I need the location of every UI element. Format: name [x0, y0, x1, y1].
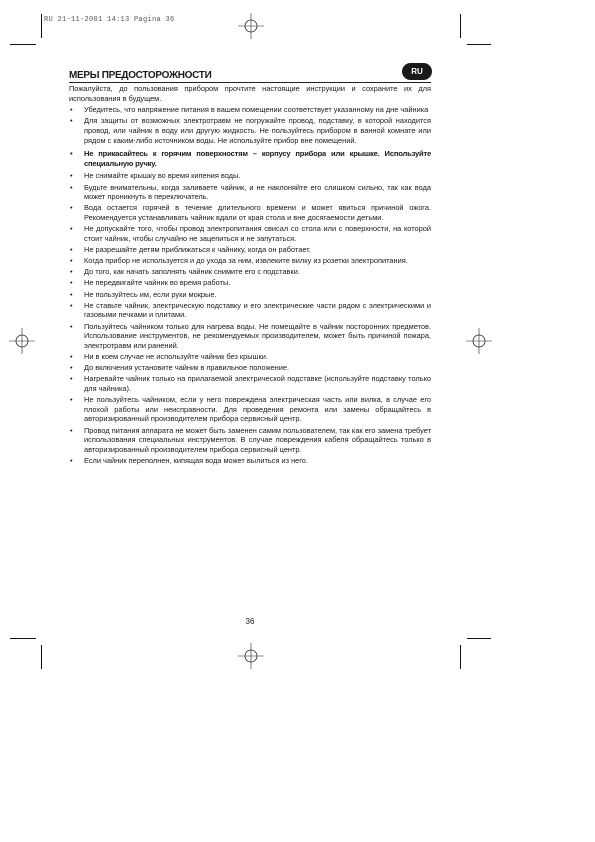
crop-mark-bottom-left-h	[10, 638, 36, 639]
list-item: • Нагревайте чайник только на прилагаемой электрической подставке (используйте подставку только для чайника).	[69, 374, 431, 393]
list-item: • До включения установите чайник в правильное положение.	[69, 363, 431, 373]
list-item: • Не пользуйтесь чайником, если у него повреждена электрическая часть или вилка, в случае его плохой работы или неисправности. Для проведения ремонта или замены обращайтесь в авторизированный производителем прибора сервисный центр.	[69, 395, 431, 424]
crop-mark-bottom-right-h	[467, 638, 491, 639]
list-item: • Не ставьте чайник, электрическую подставку и его электрические части рядом с электрическими и газовыми печками и плитами.	[69, 301, 431, 320]
crop-mark-bottom-left-v	[41, 645, 42, 669]
registration-mark-top-icon	[238, 13, 264, 39]
list-item-warning: • Не прикасайтесь к горячим поверхностям – корпусу прибора или крышке. Используйте специальную ручку.	[69, 149, 431, 168]
list-item: • Вода остается горячей в течение длительного времени и может явиться причиной ожога. Рекомендуется устанавливать чайник вдали от края стола и вне досягаемости детьми.	[69, 203, 431, 222]
list-item: • Когда прибор не используется и до ухода за ним, извлеките вилку из розетки электропитания.	[69, 256, 431, 266]
list-item: • Провод питания аппарата не может быть заменен самим пользователем, так как его замена требует использования специальных инструментов. В случае повреждения кабеля обращайтесь только в авторизированный производителем прибора сервисный центр.	[69, 426, 431, 455]
list-item: • Если чайник переполнен, кипящая вода может вылиться из него.	[69, 456, 431, 466]
title-divider	[69, 82, 431, 83]
list-item: • Ни в коем случае не используйте чайник без крышки.	[69, 352, 431, 362]
crop-mark-top-left-h	[10, 44, 36, 45]
intro-paragraph: Пожалуйста, до пользования прибором прочтите настоящие инструкции и сохраните их для использования в будущем.	[69, 84, 431, 103]
list-item: • Не допускайте того, чтобы провод электропитания свисал со стола или с поверхности, на которой стоит чайник, чтобы случайно не зацепиться и не запутаться.	[69, 224, 431, 243]
safety-list	[69, 105, 431, 465]
list-item: • Не снимайте крышку во время кипения воды.	[69, 171, 431, 181]
crop-mark-bottom-right-v	[460, 645, 461, 669]
list-item: • Не передвигайте чайник во время работы.	[69, 278, 431, 288]
page-number: 36	[245, 617, 255, 626]
list-item: • Убедитесь, что напряжение питания в вашем помещении соответствует указанному на дне чайника	[69, 105, 431, 115]
page-title: МЕРЫ ПРЕДОСТОРОЖНОСТИ	[69, 70, 212, 81]
registration-mark-bottom-icon	[238, 643, 264, 669]
printer-slug: RU 21-11-2001 14:13 Pagina 36	[44, 16, 175, 24]
list-item: • Не разрешайте детям приближаться к чайнику, когда он работает.	[69, 245, 431, 255]
crop-mark-top-left-v	[41, 14, 42, 38]
crop-mark-top-right-h	[467, 44, 491, 45]
language-badge: RU	[402, 63, 432, 80]
list-item: • Для защиты от возможных электротравм не погружайте провод, подставку, в которой находится провод, или чайник в воду или другую жидкость. Не пользуйтесь прибором в ванной комнате или рядом с каким-либо источником воды. Не используйте прибор вне помещений.	[69, 116, 431, 145]
safety-instructions	[69, 84, 431, 467]
list-item: • Пользуйтесь чайником только для нагрева воды. Не помещайте в чайник посторонних предметов. Использование инструментов, не рекомендуемых производителем, может быть причиной пожара, электротравм или ранений.	[69, 322, 431, 351]
list-item: • Будьте внимательны, когда заливаете чайник, и не наклоняйте его слишком сильно, так как вода может проникнуть в переключатель.	[69, 183, 431, 202]
list-item: • Не пользуйтесь им, если руки мокрые.	[69, 290, 431, 300]
registration-mark-left-icon	[9, 328, 35, 354]
crop-mark-top-right-v	[460, 14, 461, 38]
registration-mark-right-icon	[466, 328, 492, 354]
list-item: • До того, как начать заполнять чайник снимите его с подставки.	[69, 267, 431, 277]
